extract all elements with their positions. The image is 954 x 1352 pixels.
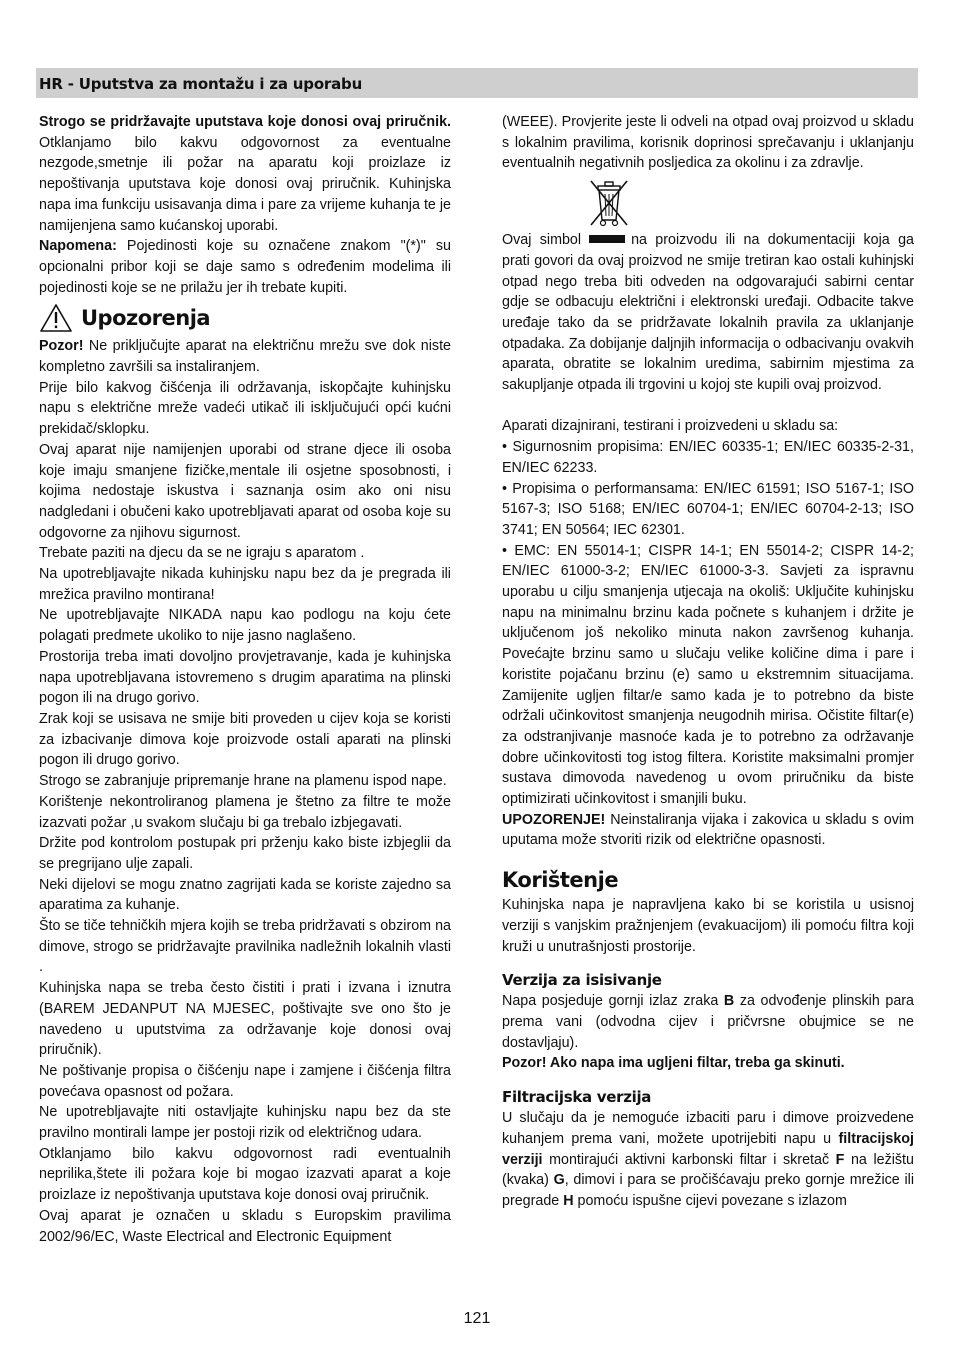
note-paragraph [39,236,451,298]
warning-triangle-icon [39,303,73,333]
filter-heading: Filtracijska verzija [502,1088,652,1107]
intro-bold: Strogo se pridržavajte uputstava koje donosi ovaj priručnik. [39,114,451,130]
electrical-warning-label: UPOZORENJE! [502,811,606,828]
suction-warning: Pozor! Ako napa ima ugljeni filtar, treba ga skinuti. [502,1055,845,1072]
safety-paragraph: Zrak koji se usisava ne smije biti proveden u cijev koja se koristi za izbacivanje dimova koje proizvode ostali aparati na plinski pogon ili drugo gorivo. [39,710,451,769]
safety-paragraph: Ne upotrebljavajte niti ostavljajte kuhinjsku napu bez da ste pravilno montirali lampe jer postoji rizik od električnog udara. [39,1104,451,1142]
intro-text: Otklanjamo bilo kakvu odgovornost za eventualne nezgode,smetnje ili požar na aparatu koji proizlaze iz nepoštivanja uputstava koje donosi ovaj priručnik. Kuhinjska napa ima funkciju usisavanja dima i pare za vrijeme kuhanja te je namijenjena samo kućanskoj uporabi. [39,134,451,234]
warnings-heading: Upozorenja [81,305,211,330]
filter-text-cont: montirajući aktivni karbonski filtar i skretač [542,1151,836,1168]
safety-paragraph: Prije bilo kakvog čišćenja ili održavanja, iskopčajte kuhinjsku napu s električne mreže vadeći utikač ili isključujući opći kućni prekidač/sklopku. [39,379,451,438]
right-column [502,112,914,1212]
usage-heading: Korištenje [502,868,619,893]
symbol-text-rest: na proizvodu ili na dokumentaciji koja ga prati govori da ovaj proizvod ne smije tretiran kao ostali kuhinjski otpad nego treba biti odveden na odgovarajući sabirni centar gdje se odbacuju električni i elektronski uređaji. Odbacite takve uređaje tako da se pridržavate lokalnih pravila za uklanjanje otpadaka. Za dobijanje daljnjih informacija o odbacivanju ovakvih aparata, obratite se lokalnim uredima, sabirnim mjestima za sakupljanje otpada ili trgovini u kojoj ste kupili ovaj proizvod. [502,232,915,394]
safety-paragraph: Otklanjamo bilo kakvu odgovornost radi eventualnih neprilika,štete ili požara koje bi mogao izazvati aparat a koje proizlaze iz nepoštivanja uputstava koje donosi ovaj priručnik. [39,1145,451,1204]
compliance-emc: • EMC: EN 55014-1; CISPR 14-1; EN 55014-2; CISPR 14-2; EN/IEC 61000-3-2; EN/IEC 61000-3-3. Savjeti za ispravnu uporabu u cilju smanjenja utjecaja na okoliš: Uključite kuhinjsku napu na minimalnu brzinu kada počnete s kuhanjem i držite je uključenom još nekoliko minuta nakon završenog kuhanja. Povećajte brzinu samo u slučaju velike količine dima i pare i koristite pojačanu brzinu (e) samo u ekstremnim situacijama. Zamijenite ugljen filtar/e samo kada je to potrebno da biste održali učinkovitost smanjenja neugodnih mirisa. Očistite filtar(e) za odstranjivanje masnoće kada je to potrebno za održavanje dobre učinkovitosti tog istog filtera. Koristite maksimalni promjer sustava dimovoda navedenog u ovom priručniku da biste optimizirati učinkovitost i smanjili buku. [502,542,914,808]
hook-label-g: G [553,1172,565,1189]
safety-paragraph: Strogo se zabranjuje pripremanje hrane na plamenu ispod nape. [39,773,447,790]
safety-paragraph: Trebate paziti na djecu da se ne igraju s aparatom . [39,545,365,562]
section-header-bar [36,68,918,98]
safety-paragraph: Držite pod kontrolom postupak pri prženju kako biste izbjeglii da se pregrijano ulje zapali. [39,835,451,872]
note-text: Pojedinosti koje su označene znakom "(*)" su opcionalni pribor koji se daje samo s određenim modelima ili pojedinosti koje se ne prilažu jer ih trebate kupiti. [39,238,451,296]
safety-paragraph: Ovaj aparat je označen u skladu s Europskim pravilima 2002/96/EC, Waste Electrical and Electronic Equipment [39,1207,451,1245]
weee-symbol-block [502,178,914,230]
safety-paragraph: Što se tiče tehničkih mjera kojih se treba pridržavati s obzirom na dimove, strogo se pridržavajte pravilnika nadležnih lokalnih vlasti . [39,918,451,976]
warning-label: Pozor! [39,338,84,355]
filter-version-bold: filtracijskoj verziji [502,1130,914,1168]
grille-label-h: H [563,1192,574,1209]
crossed-bin-icon [586,178,632,228]
weee-bar-icon [589,235,625,243]
symbol-paragraph [502,230,914,396]
left-column [39,112,451,1247]
suction-text-cont: za odvođenje plinskih para prema vani (odvodna cijev i pričvrsne obujmice se ne dostavljaju). [502,993,914,1051]
suction-paragraph [502,991,914,1053]
filter-text-cont: , dimovi i para se pročišćavaju preko gornje mrežice ili pregrade [502,1172,914,1209]
compliance-performance: • Propisima o performansama: EN/IEC 61591; ISO 5167-1; ISO 5167-3; ISO 5168; EN/IEC 60704-1; EN/IEC 60704-2-13; ISO 3741; EN 50564; IEC 62301. [502,480,914,538]
electrical-warning [502,810,914,851]
suction-heading: Verzija za isisivanje [502,971,662,990]
compliance-intro: Aparati dizajnirani, testirani i proizvedeni u skladu sa: [502,418,839,435]
outlet-label-b: B [723,993,735,1010]
weee-continuation: (WEEE). Provjerite jeste li odveli na otpad ovaj proizvod u skladu s lokalnim pravilima, korisnik doprinosi sprečavanju i uklanjanju eventualnih negativnih posljedica za okolinu i za zdravlje. [502,114,914,172]
intro-paragraph [39,112,451,236]
filter-text-cont: na ležištu (kvaka) [502,1151,914,1189]
symbol-text-start: Ovaj simbol [502,232,582,249]
safety-paragraph: Korištenje nekontroliranog plamena je štetno za filtre te može izazvati požar ,u svakom slučaju bi ga trebalo izbjegavati. [39,793,451,831]
safety-paragraph: Prostorija treba imati dovoljno provjetravanje, kada je kuhinjska napa upotrebljavana istovremeno s drugim aparatima na plinski pogon ili na drugo gorivo. [39,648,451,707]
safety-paragraph: Kuhinjska napa se treba često čistiti i prati i izvana i iznutra (BAREM JEDANPUT NA MJESEC, poštivajte sve ono što je navedeno u uputstvima za održavanje koje donosi ovaj priručnik). [39,980,451,1059]
usage-paragraph: Kuhinjska napa je napravljena kako bi se koristila u usisnoj verziji s vanjskim pražnjenjem (evakuacijom) ili pomoću filtra koji kruži u unutrašnjosti prostorije. [502,897,914,955]
page-number: 121 [463,1310,491,1327]
filter-text-cont: pomoću ispušne cijevi povezane s izlazom [573,1192,847,1209]
safety-paragraph: Neki dijelovi se mogu znatno zagrijati kada se koriste zajedno sa aparatima za kuhanje. [39,876,451,914]
safety-paragraph: Na upotrebljavajte nikada kuhinjsku napu bez da je pregrada ili mrežica pravilno montirana! [39,566,451,603]
electrical-warning-text: Neinstaliranja vijaka i zakovica u skladu s ovim uputama može stvoriti rizik od električne opasnosti. [502,811,914,849]
warning-paragraph [39,336,451,377]
note-label: Napomena: [39,238,117,255]
deflector-label-f: F [835,1151,845,1168]
filter-text: U slučaju da je nemoguće izbaciti paru i dimove proizvedene kuhanjem prema vani, možete upotrijebiti napu u [502,1110,914,1147]
safety-paragraph: Ne upotrebljavajte NIKADA napu kao podlogu na koju ćete polagati predmete ukoliko to nije jasno naglašeno. [39,607,451,645]
safety-paragraph: Ovaj aparat nije namijenjen uporabi od strane djece ili osoba koje imaju smanjene fizičke,mentale ili osjetne sposobnosti, i kojima nedostaje iskustva i saznanja osim ako oni nisu nadgledani i obučeni kako upotrebljavati aparat od osoba koje su odgovorne za njihovu sigurnost. [39,441,451,541]
section-title: HR - Uputstva za montažu i za uporabu [39,75,363,93]
compliance-safety: • Sigurnosnim propisima: EN/IEC 60335-1; EN/IEC 60335-2-31, EN/IEC 62233. [502,439,914,476]
warning-text: Ne priključujte aparat na električnu mrežu sve dok niste kompletno završili sa instaliranjem. [39,338,451,376]
suction-text: Napa posjeduje gornji izlaz zraka [502,993,724,1010]
warnings-heading-row [39,301,451,335]
safety-paragraph: Ne poštivanje propisa o čišćenju nape i zamjene i čišćenja filtra povećava opasnost od požara. [39,1062,451,1100]
filter-paragraph [502,1108,914,1212]
